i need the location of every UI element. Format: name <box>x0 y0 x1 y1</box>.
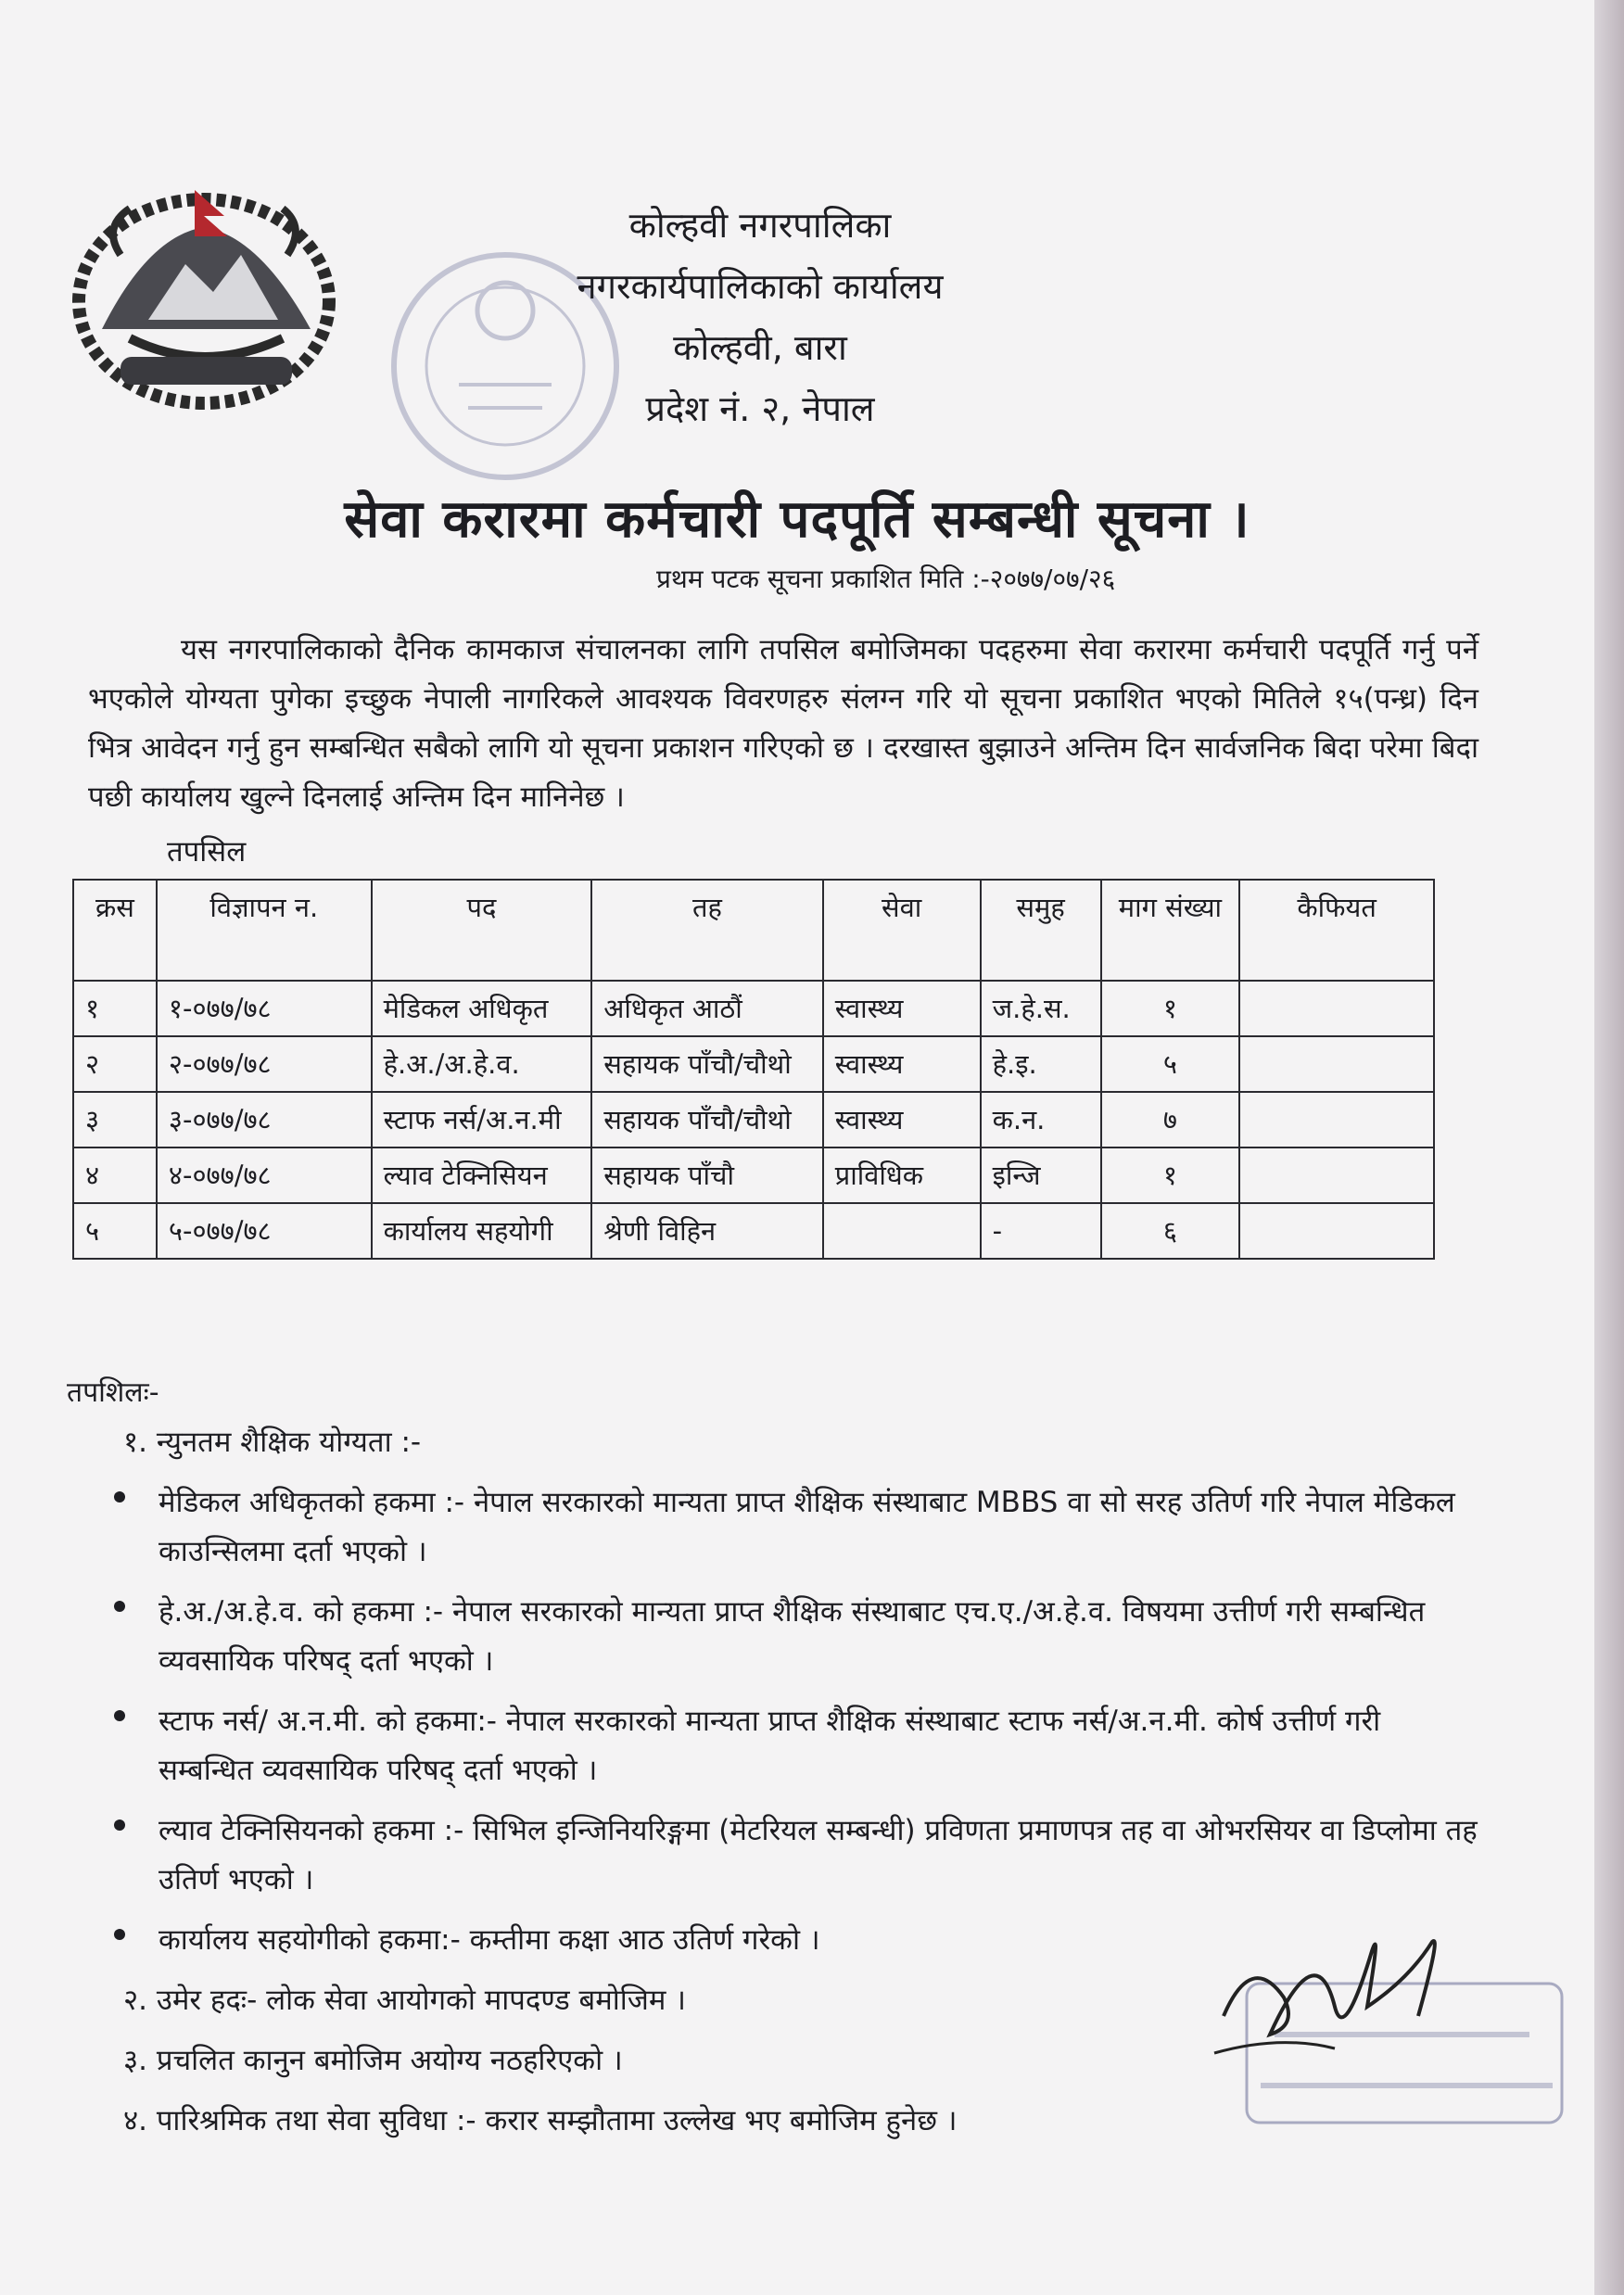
table-cell: प्राविधिक <box>823 1148 981 1203</box>
table-cell: हे.इ. <box>981 1036 1101 1092</box>
table-cell: ६ <box>1101 1203 1240 1259</box>
vacancy-table <box>72 879 1435 1260</box>
table-cell: ३-०७७/७८ <box>157 1092 372 1148</box>
table-cell: स्टाफ नर्स/अ.न.मी <box>372 1092 592 1148</box>
list-item-text: १. न्युनतम शैक्षिक योग्यता :- <box>123 1426 422 1459</box>
table-cell: क.न. <box>981 1092 1101 1148</box>
list-item-text: ४. पारिश्रमिक तथा सेवा सुविधा :- करार सम्झौतामा उल्लेख भए बमोजिम हुनेछ । <box>123 2104 958 2137</box>
header-cell: विज्ञापन न. <box>157 880 372 981</box>
header-cell: समुह <box>981 880 1101 981</box>
office-location: कोल्हवी, बारा <box>673 327 847 368</box>
list-item <box>107 1418 1478 1467</box>
list-item-text: २. उमेर हदः- लोक सेवा आयोगको मापदण्ड बमोजिम । <box>123 1984 686 2017</box>
table-cell <box>1239 1092 1434 1148</box>
list-item-text: मेडिकल अधिकृतको हकमा :- नेपाल सरकारको मान्यता प्राप्त शैक्षिक संस्थाबाट MBBS वा सो सरह उतिर्ण गरि नेपाल मेडिकल काउन्सिलमा दर्ता भएको । <box>159 1486 1455 1568</box>
table-cell: सहायक पाँचौ/चौथो <box>591 1036 823 1092</box>
bullet-icon <box>114 1601 125 1612</box>
office-name: नगरकार्यपालिकाको कार्यालय <box>577 266 944 307</box>
list-item-text: ल्याव टेक्निसियनको हकमा :- सिभिल इन्जिनियरिङ्गमा (मेटरियल सम्बन्धी) प्रविणता प्रमाणपत्र तह वा ओभरसियर वा डिप्लोमा तह उतिर्ण भएको । <box>159 1814 1478 1896</box>
table-cell: सहायक पाँचौ/चौथो <box>591 1092 823 1148</box>
table-cell: ल्याव टेक्निसियन <box>372 1148 592 1203</box>
list-item-text: ३. प्रचलित कानुन बमोजिम अयोग्य नठहरिएको । <box>123 2044 623 2077</box>
table-row <box>73 1092 1434 1148</box>
table-cell: ५ <box>73 1203 157 1259</box>
table-cell: - <box>981 1203 1101 1259</box>
table-cell: १-०७७/७८ <box>157 981 372 1036</box>
list-item <box>107 1478 1478 1577</box>
bullet-icon <box>114 1929 125 1940</box>
municipality-name: कोल्हवी नगरपालिका <box>628 205 892 246</box>
list-item <box>107 1588 1478 1686</box>
table-cell: अधिकृत आठौं <box>591 981 823 1036</box>
table-cell: ३ <box>73 1092 157 1148</box>
table-cell: १ <box>1101 981 1240 1036</box>
table-cell: ५-०७७/७८ <box>157 1203 372 1259</box>
table-cell <box>1239 1148 1434 1203</box>
table-header-row <box>73 880 1434 981</box>
table-cell: सहायक पाँचौ <box>591 1148 823 1203</box>
table-cell: मेडिकल अधिकृत <box>372 981 592 1036</box>
table-cell: ४-०७७/७८ <box>157 1148 372 1203</box>
publication-date: प्रथम पटक सूचना प्रकाशित मिति :-२०७७/०७/२६ <box>656 564 1116 594</box>
office-header <box>519 195 1001 439</box>
table-cell: ५ <box>1101 1036 1240 1092</box>
page-edge <box>1594 0 1624 2295</box>
table-cell: इन्जि <box>981 1148 1101 1203</box>
table-cell: श्रेणी विहिन <box>591 1203 823 1259</box>
intro-paragraph: यस नगरपालिकाको दैनिक कामकाज संचालनका लागि तपसिल बमोजिमका पदहरुमा सेवा करारमा कर्मचारी पदपूर्ति गर्नु पर्ने भएकोले योग्यता पुगेका इच्छुक नेपाली नागरिकले आवश्यक विवरणहरु संलग्न गरि यो सूचना प्रकाशित भएको मितिले १५(पन्ध्र) दिन भित्र आवेदन गर्नु हुन सम्बन्धित सबैको लागि यो सूचना प्रकाशन गरिएको छ । दरखास्त बुझाउने अन्तिम दिन सार्वजनिक बिदा परेमा बिदा पछी कार्यालय खुल्ने दिनलाई अन्तिम दिन मानिनेछ । <box>88 633 1478 814</box>
table-cell: १ <box>1101 1148 1240 1203</box>
province-name: प्रदेश नं. २, नेपाल <box>645 388 875 429</box>
list-item-text: हे.अ./अ.हे.व. को हकमा :- नेपाल सरकारको मान्यता प्राप्त शैक्षिक संस्थाबाट एच.ए./अ.हे.व. विषयमा उत्तीर्ण गरी सम्बन्धित व्यवसायिक परिषद् दर्ता भएको । <box>159 1595 1426 1678</box>
table-cell: १ <box>73 981 157 1036</box>
header-cell: कैफियत <box>1239 880 1434 981</box>
table-cell <box>1239 1036 1434 1092</box>
table-cell: २-०७७/७८ <box>157 1036 372 1092</box>
header-cell: पद <box>372 880 592 981</box>
table-cell: कार्यालय सहयोगी <box>372 1203 592 1259</box>
details-heading: तपशिलः- <box>67 1376 159 1409</box>
table-cell: ७ <box>1101 1092 1240 1148</box>
notice-title: सेवा करारमा कर्मचारी पदपूर्ति सम्बन्धी सूचना । <box>344 489 1250 550</box>
header-cell: माग संख्या <box>1101 880 1240 981</box>
header-cell: तह <box>591 880 823 981</box>
table-cell <box>1239 981 1434 1036</box>
list-item-text: स्टाफ नर्स/ अ.न.मी. को हकमा:- नेपाल सरकारको मान्यता प्राप्त शैक्षिक संस्थाबाट स्टाफ नर्स/अ.न.मी. कोर्ष उत्तीर्ण गरी सम्बन्धित व्यवसायिक परिषद् दर्ता भएको । <box>159 1705 1381 1787</box>
bullet-icon <box>114 1820 125 1831</box>
table-caption: तपसिल <box>167 835 247 869</box>
table-cell: ४ <box>73 1148 157 1203</box>
table-cell: २ <box>73 1036 157 1092</box>
header-cell: सेवा <box>823 880 981 981</box>
bullet-icon <box>114 1710 125 1721</box>
list-item <box>107 1697 1478 1795</box>
table-cell <box>1239 1203 1434 1259</box>
table-cell: स्वास्थ्य <box>823 1036 981 1092</box>
table-row <box>73 1148 1434 1203</box>
table-cell: स्वास्थ्य <box>823 1092 981 1148</box>
list-item-text: कार्यालय सहयोगीको हकमा:- कम्तीमा कक्षा आठ उतिर्ण गरेको । <box>159 1923 820 1957</box>
header-cell: क्रस <box>73 880 157 981</box>
table-row <box>73 1203 1434 1259</box>
signature-stamp-icon <box>1196 1896 1585 2174</box>
table-cell <box>823 1203 981 1259</box>
list-item <box>107 1807 1478 1905</box>
nepal-emblem-icon <box>65 171 352 422</box>
table-cell: हे.अ./अ.हे.व. <box>372 1036 592 1092</box>
table-cell: ज.हे.स. <box>981 981 1101 1036</box>
table-row <box>73 981 1434 1036</box>
table-row <box>73 1036 1434 1092</box>
table-cell: स्वास्थ्य <box>823 981 981 1036</box>
bullet-icon <box>114 1491 125 1503</box>
